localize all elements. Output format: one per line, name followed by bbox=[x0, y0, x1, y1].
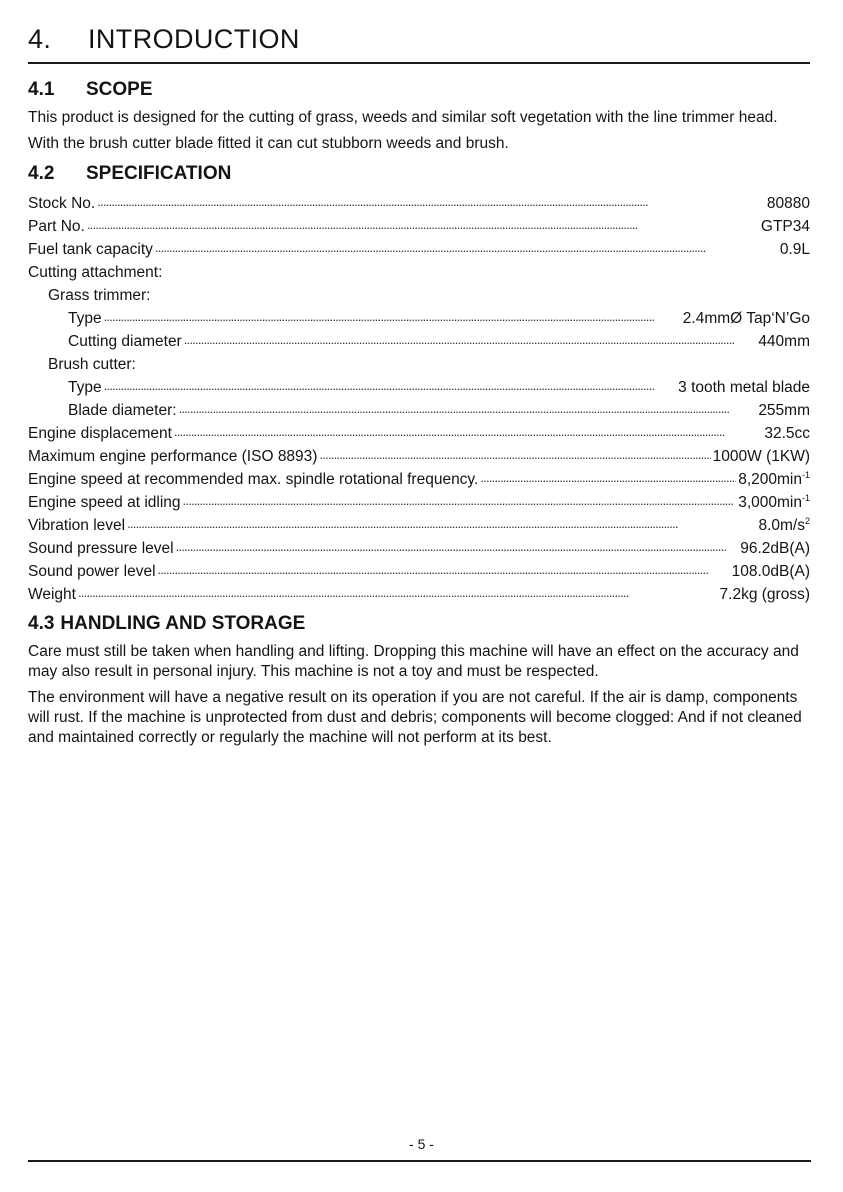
leader-dots bbox=[104, 309, 681, 323]
spec-value-text: 8,200min bbox=[738, 471, 802, 488]
spec-value-exponent: -1 bbox=[801, 492, 810, 503]
section-title: SCOPE bbox=[86, 79, 153, 100]
spec-value: 96.2dB(A) bbox=[740, 540, 810, 557]
spec-row-sound-pressure bbox=[28, 537, 810, 560]
spec-label: Type bbox=[68, 379, 102, 396]
leader-dots bbox=[480, 470, 736, 484]
spec-label: Stock No. bbox=[28, 195, 96, 212]
section-title: HANDLING AND STORAGE bbox=[60, 613, 306, 634]
spec-label: Part No. bbox=[28, 218, 85, 235]
spec-label: Maximum engine performance (ISO 8893) bbox=[28, 448, 318, 465]
spec-subgroup-grass-trimmer: Grass trimmer: bbox=[48, 287, 151, 304]
section-title: SPECIFICATION bbox=[86, 163, 232, 184]
spec-row-part-no bbox=[28, 215, 810, 238]
section-number: 4.2 bbox=[28, 163, 55, 184]
spec-value: 255mm bbox=[758, 402, 810, 419]
leader-dots bbox=[183, 493, 737, 507]
spec-value: 7.2kg (gross) bbox=[719, 586, 810, 603]
spec-value: 80880 bbox=[766, 195, 810, 212]
spec-row-grass-trimmer-type bbox=[28, 307, 810, 330]
spec-label: Cutting diameter bbox=[68, 333, 182, 350]
spec-label: Vibration level bbox=[28, 517, 126, 534]
leader-dots bbox=[176, 539, 739, 553]
spec-label: Engine speed at idling bbox=[28, 494, 181, 511]
section-number: 4.3 bbox=[28, 613, 55, 634]
leader-dots bbox=[184, 332, 757, 346]
leader-dots bbox=[158, 562, 730, 576]
spec-value bbox=[738, 468, 810, 491]
leader-dots bbox=[179, 401, 757, 415]
scope-paragraph-1: This product is designed for the cutting of grass, weeds and similar soft vegetation with the line trimmer head. bbox=[28, 109, 778, 126]
spec-label: Engine displacement bbox=[28, 425, 172, 442]
spec-row-max-performance bbox=[28, 445, 810, 468]
leader-dots bbox=[319, 447, 710, 461]
spec-row-blade-diameter bbox=[28, 399, 810, 422]
leader-dots bbox=[174, 424, 762, 438]
spec-label: Fuel tank capacity bbox=[28, 241, 153, 258]
spec-value bbox=[738, 491, 810, 514]
spec-label: Engine speed at recommended max. spindle rotational frequency. bbox=[28, 471, 479, 488]
spec-value: 0.9L bbox=[779, 241, 810, 258]
spec-value-exponent: -1 bbox=[801, 469, 810, 480]
spec-row-engine-speed-max bbox=[28, 468, 810, 491]
spec-row-brush-cutter-type bbox=[28, 376, 810, 399]
spec-value-exponent: 2 bbox=[804, 515, 810, 526]
leader-dots bbox=[104, 378, 677, 392]
spec-label: Blade diameter: bbox=[68, 402, 177, 419]
page-number: - 5 - bbox=[409, 1136, 434, 1152]
spec-row-weight bbox=[28, 583, 810, 606]
section-number: 4.1 bbox=[28, 79, 55, 100]
chapter-title bbox=[28, 22, 810, 64]
spec-label: Sound power level bbox=[28, 563, 156, 580]
spec-value bbox=[758, 514, 810, 537]
chapter-number: 4. bbox=[28, 24, 52, 54]
handling-paragraph-1: Care must still be taken when handling and lifting. Dropping this machine will have an effect on the accuracy and may also result in personal injury. This machine is not a toy and must be respected. bbox=[28, 643, 799, 680]
spec-label: Type bbox=[68, 310, 102, 327]
leader-dots bbox=[127, 516, 756, 530]
spec-value: GTP34 bbox=[760, 218, 810, 235]
spec-subgroup-brush-cutter: Brush cutter: bbox=[48, 356, 136, 373]
spec-group-cutting-attachment: Cutting attachment: bbox=[28, 264, 163, 281]
spec-value: 3 tooth metal blade bbox=[678, 379, 810, 396]
footer-rule bbox=[28, 1160, 811, 1162]
spec-value: 2.4mmØ Tap‘N’Go bbox=[682, 310, 810, 327]
section-heading-specification bbox=[28, 162, 810, 186]
spec-row-vibration-level bbox=[28, 514, 810, 537]
leader-dots bbox=[97, 194, 765, 208]
leader-dots bbox=[155, 240, 778, 254]
scope-paragraph-2: With the brush cutter blade fitted it can cut stubborn weeds and brush. bbox=[28, 135, 509, 152]
spec-value: 440mm bbox=[758, 333, 810, 350]
spec-row-stock-no bbox=[28, 192, 810, 215]
handling-paragraph-2: The environment will have a negative result on its operation if you are not careful. If the air is damp, components will rust. If the machine is unprotected from dust and debris; components will become clogged: And if not cleaned and maintained correctly or regularly the machine will not perform at its best. bbox=[28, 689, 802, 746]
spec-value-text: 3,000min bbox=[738, 494, 802, 511]
spec-value: 108.0dB(A) bbox=[731, 563, 810, 580]
specification-list bbox=[28, 192, 810, 606]
spec-label: Sound pressure level bbox=[28, 540, 174, 557]
spec-row-fuel-tank bbox=[28, 238, 810, 261]
spec-row-cutting-diameter bbox=[28, 330, 810, 353]
spec-value: 1000W (1KW) bbox=[712, 448, 810, 465]
spec-value: 32.5cc bbox=[764, 425, 810, 442]
page-content bbox=[28, 22, 810, 748]
leader-dots bbox=[87, 217, 759, 231]
leader-dots bbox=[78, 585, 718, 599]
spec-value-text: 8.0m/s bbox=[758, 517, 805, 534]
spec-row-engine-speed-idle bbox=[28, 491, 810, 514]
spec-label: Weight bbox=[28, 586, 76, 603]
spec-row-sound-power bbox=[28, 560, 810, 583]
section-heading-scope bbox=[28, 78, 810, 102]
section-heading-handling bbox=[28, 612, 810, 636]
spec-row-engine-displacement bbox=[28, 422, 810, 445]
chapter-title-text: INTRODUCTION bbox=[88, 24, 300, 54]
